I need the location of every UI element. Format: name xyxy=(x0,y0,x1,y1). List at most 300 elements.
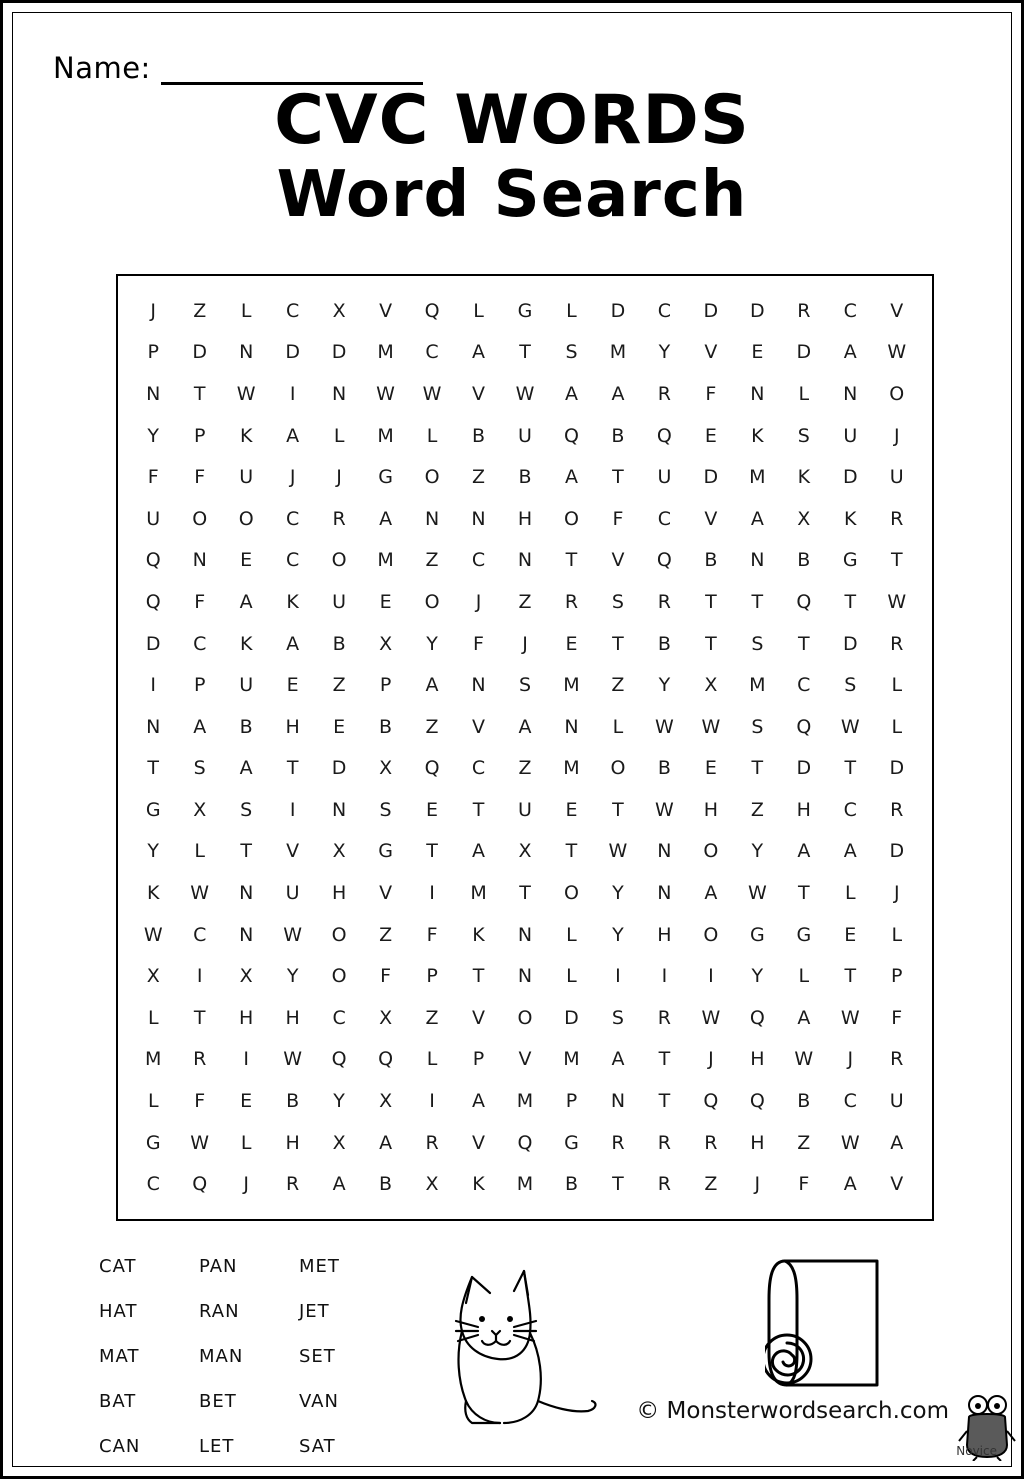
grid-cell[interactable]: J xyxy=(475,590,482,613)
grid-cell[interactable]: T xyxy=(519,882,531,905)
grid-cell[interactable]: W xyxy=(655,715,674,738)
grid-cell[interactable]: K xyxy=(797,466,811,489)
grid-cell[interactable]: G xyxy=(378,466,393,489)
grid-cell[interactable]: M xyxy=(749,466,766,489)
grid-cell[interactable]: X xyxy=(425,1173,439,1196)
grid-cell[interactable]: P xyxy=(565,1090,578,1113)
grid-cell[interactable]: B xyxy=(332,632,346,655)
grid-cell[interactable]: J xyxy=(893,882,900,905)
grid-cell[interactable]: E xyxy=(426,798,439,821)
grid-cell[interactable]: I xyxy=(661,965,668,988)
grid-cell[interactable]: Y xyxy=(426,632,438,655)
grid-cell[interactable]: A xyxy=(286,632,300,655)
grid-cell[interactable]: I xyxy=(708,965,714,988)
grid-cell[interactable]: L xyxy=(566,299,577,322)
grid-cell[interactable]: C xyxy=(797,674,811,697)
grid-cell[interactable]: I xyxy=(196,965,203,988)
grid-cell[interactable]: F xyxy=(798,1173,810,1196)
grid-cell[interactable]: P xyxy=(379,674,392,697)
grid-cell[interactable]: A xyxy=(193,715,207,738)
grid-cell[interactable]: T xyxy=(798,882,810,905)
grid-cell[interactable]: T xyxy=(844,965,857,988)
grid-cell[interactable]: B xyxy=(518,466,532,489)
grid-cell[interactable]: H xyxy=(285,1006,300,1029)
grid-cell[interactable]: J xyxy=(336,466,342,489)
grid-cell[interactable]: M xyxy=(749,674,766,697)
grid-cell[interactable]: A xyxy=(890,1131,904,1154)
grid-cell[interactable]: C xyxy=(193,923,207,946)
grid-cell[interactable]: X xyxy=(379,757,393,780)
grid-cell[interactable]: W xyxy=(887,341,907,364)
grid-cell[interactable]: F xyxy=(194,590,206,613)
grid-cell[interactable]: W xyxy=(701,1006,721,1029)
grid-cell[interactable]: T xyxy=(240,840,252,863)
grid-cell[interactable]: V xyxy=(704,341,718,364)
grid-cell[interactable]: A xyxy=(425,674,439,697)
grid-cell[interactable]: T xyxy=(426,840,438,863)
grid-cell[interactable]: Y xyxy=(658,341,671,364)
grid-cell[interactable]: N xyxy=(332,382,347,405)
grid-cell[interactable]: A xyxy=(843,840,857,863)
grid-cell[interactable]: U xyxy=(239,674,254,697)
grid-cell[interactable]: J xyxy=(289,466,296,489)
grid-cell[interactable]: A xyxy=(379,1131,393,1154)
grid-cell[interactable]: E xyxy=(379,590,392,613)
grid-cell[interactable]: N xyxy=(517,549,533,572)
grid-cell[interactable]: V xyxy=(704,507,718,530)
grid-cell[interactable]: L xyxy=(891,715,903,738)
grid-cell[interactable]: R xyxy=(704,1131,718,1154)
grid-cell[interactable]: W xyxy=(887,590,907,613)
grid-cell[interactable]: U xyxy=(518,424,532,447)
grid-cell[interactable]: H xyxy=(285,715,300,738)
grid-cell[interactable]: Y xyxy=(751,965,764,988)
grid-cell[interactable]: U xyxy=(889,466,904,489)
grid-cell[interactable]: W xyxy=(655,798,674,821)
grid-cell[interactable]: F xyxy=(891,1006,903,1029)
grid-cell[interactable]: O xyxy=(238,507,254,530)
grid-cell[interactable]: T xyxy=(519,341,531,364)
grid-cell[interactable]: T xyxy=(705,590,717,613)
grid-cell[interactable]: D xyxy=(889,757,905,780)
grid-cell[interactable]: I xyxy=(289,798,296,821)
grid-cell[interactable]: P xyxy=(193,424,206,447)
grid-cell[interactable]: M xyxy=(377,549,394,572)
grid-cell[interactable]: C xyxy=(193,632,207,655)
grid-cell[interactable]: H xyxy=(657,923,672,946)
grid-cell[interactable]: A xyxy=(750,507,764,530)
grid-cell[interactable]: G xyxy=(378,840,393,863)
grid-cell[interactable]: C xyxy=(843,798,857,821)
grid-cell[interactable]: T xyxy=(147,757,160,780)
grid-cell[interactable]: A xyxy=(379,507,393,530)
grid-cell[interactable]: X xyxy=(239,965,253,988)
grid-cell[interactable]: H xyxy=(285,1131,300,1154)
grid-cell[interactable]: N xyxy=(471,507,486,530)
grid-cell[interactable]: P xyxy=(472,1048,485,1071)
grid-cell[interactable]: Y xyxy=(147,424,160,447)
grid-cell[interactable]: F xyxy=(473,632,484,655)
grid-cell[interactable]: B xyxy=(286,1090,300,1113)
grid-cell[interactable]: V xyxy=(379,299,393,322)
grid-cell[interactable]: C xyxy=(471,549,486,572)
grid-cell[interactable]: I xyxy=(615,965,621,988)
grid-cell[interactable]: X xyxy=(146,965,160,988)
grid-cell[interactable]: M xyxy=(145,1048,162,1071)
grid-cell[interactable]: B xyxy=(611,424,625,447)
grid-cell[interactable]: M xyxy=(563,757,580,780)
grid-cell[interactable]: V xyxy=(472,1006,486,1029)
grid-cell[interactable]: D xyxy=(285,341,300,364)
grid-cell[interactable]: K xyxy=(286,590,299,613)
grid-cell[interactable]: R xyxy=(611,1131,625,1154)
grid-cell[interactable]: T xyxy=(705,632,717,655)
grid-cell[interactable]: O xyxy=(517,1006,533,1029)
grid-cell[interactable]: I xyxy=(150,674,157,697)
grid-cell[interactable]: J xyxy=(893,424,900,447)
grid-cell[interactable]: V xyxy=(286,840,300,863)
grid-cell[interactable]: V xyxy=(611,549,625,572)
grid-cell[interactable]: N xyxy=(517,965,533,988)
grid-cell[interactable]: Q xyxy=(749,1090,765,1113)
grid-cell[interactable]: I xyxy=(289,382,296,405)
grid-cell[interactable]: U xyxy=(285,882,300,905)
grid-cell[interactable]: Z xyxy=(797,1131,811,1154)
grid-cell[interactable]: X xyxy=(797,507,811,530)
grid-cell[interactable]: A xyxy=(518,715,532,738)
grid-cell[interactable]: Q xyxy=(656,549,672,572)
grid-cell[interactable]: B xyxy=(657,757,671,780)
grid-cell[interactable]: N xyxy=(517,923,533,946)
grid-cell[interactable]: K xyxy=(844,507,857,530)
grid-cell[interactable]: M xyxy=(516,1090,534,1113)
grid-cell[interactable]: L xyxy=(333,424,345,447)
grid-cell[interactable]: Q xyxy=(192,1173,208,1196)
grid-cell[interactable]: E xyxy=(240,549,253,572)
grid-cell[interactable]: C xyxy=(471,757,486,780)
grid-cell[interactable]: U xyxy=(843,424,858,447)
grid-cell[interactable]: M xyxy=(377,341,394,364)
grid-cell[interactable]: S xyxy=(611,590,624,613)
grid-cell[interactable]: B xyxy=(471,424,486,447)
grid-cell[interactable]: E xyxy=(240,1090,253,1113)
grid-cell[interactable]: N xyxy=(750,549,765,572)
grid-cell[interactable]: G xyxy=(145,798,161,821)
grid-cell[interactable]: E xyxy=(286,674,299,697)
grid-cell[interactable]: Q xyxy=(145,590,161,613)
grid-cell[interactable]: Q xyxy=(378,1048,394,1071)
grid-cell[interactable]: R xyxy=(890,632,904,655)
grid-cell[interactable]: E xyxy=(704,424,717,447)
grid-cell[interactable]: O xyxy=(424,466,440,489)
grid-cell[interactable]: X xyxy=(332,299,346,322)
grid-cell[interactable]: Q xyxy=(563,424,579,447)
grid-cell[interactable]: J xyxy=(754,1173,761,1196)
grid-cell[interactable]: N xyxy=(471,674,486,697)
grid-cell[interactable]: B xyxy=(239,715,253,738)
grid-cell[interactable]: L xyxy=(798,965,810,988)
grid-cell[interactable]: A xyxy=(332,1173,346,1196)
grid-cell[interactable]: M xyxy=(470,882,487,905)
grid-cell[interactable]: T xyxy=(612,798,624,821)
grid-cell[interactable]: Y xyxy=(286,965,299,988)
grid-cell[interactable]: A xyxy=(843,1173,857,1196)
grid-cell[interactable]: O xyxy=(192,507,208,530)
grid-cell[interactable]: Q xyxy=(749,1006,765,1029)
grid-cell[interactable]: A xyxy=(239,590,253,613)
grid-cell[interactable]: G xyxy=(842,549,858,572)
grid-cell[interactable]: V xyxy=(890,1173,904,1196)
grid-cell[interactable]: D xyxy=(331,757,347,780)
grid-cell[interactable]: G xyxy=(517,299,533,322)
grid-cell[interactable]: V xyxy=(472,382,486,405)
grid-cell[interactable]: M xyxy=(563,674,580,697)
grid-cell[interactable]: R xyxy=(332,507,346,530)
grid-cell[interactable]: T xyxy=(612,1173,624,1196)
grid-cell[interactable]: F xyxy=(147,466,159,489)
grid-cell[interactable]: K xyxy=(472,923,485,946)
grid-cell[interactable]: W xyxy=(701,715,721,738)
grid-cell[interactable]: V xyxy=(518,1048,532,1071)
grid-cell[interactable]: Q xyxy=(145,549,161,572)
grid-cell[interactable]: T xyxy=(565,549,578,572)
grid-cell[interactable]: O xyxy=(331,923,347,946)
grid-cell[interactable]: L xyxy=(566,965,577,988)
grid-cell[interactable]: R xyxy=(657,1006,671,1029)
grid-cell[interactable]: Y xyxy=(751,840,764,863)
grid-cell[interactable]: Y xyxy=(333,1090,345,1113)
grid-cell[interactable]: Q xyxy=(703,1090,719,1113)
grid-cell[interactable]: J xyxy=(150,299,157,322)
grid-cell[interactable]: D xyxy=(331,341,347,364)
grid-cell[interactable]: W xyxy=(283,923,303,946)
grid-cell[interactable]: F xyxy=(426,923,438,946)
grid-cell[interactable]: L xyxy=(473,299,484,322)
grid-cell[interactable]: T xyxy=(658,1048,671,1071)
grid-cell[interactable]: R xyxy=(657,1131,671,1154)
grid-cell[interactable]: D xyxy=(145,632,161,655)
grid-cell[interactable]: S xyxy=(379,798,392,821)
grid-cell[interactable]: A xyxy=(564,466,578,489)
grid-cell[interactable]: Y xyxy=(612,923,624,946)
grid-cell[interactable]: W xyxy=(190,1131,210,1154)
grid-cell[interactable]: N xyxy=(750,382,765,405)
grid-cell[interactable]: N xyxy=(146,382,161,405)
grid-cell[interactable]: W xyxy=(283,1048,303,1071)
grid-cell[interactable]: C xyxy=(332,1006,346,1029)
grid-cell[interactable]: R xyxy=(657,382,671,405)
grid-cell[interactable]: X xyxy=(193,798,207,821)
grid-cell[interactable]: N xyxy=(239,923,254,946)
grid-cell[interactable]: S xyxy=(797,424,810,447)
grid-cell[interactable]: T xyxy=(844,757,857,780)
grid-cell[interactable]: A xyxy=(472,840,486,863)
grid-cell[interactable]: E xyxy=(704,757,717,780)
grid-cell[interactable]: A xyxy=(472,341,486,364)
grid-cell[interactable]: T xyxy=(890,549,903,572)
grid-cell[interactable]: P xyxy=(147,341,159,364)
grid-cell[interactable]: J xyxy=(847,1048,854,1071)
grid-cell[interactable]: L xyxy=(566,923,577,946)
grid-cell[interactable]: X xyxy=(332,1131,346,1154)
grid-cell[interactable]: P xyxy=(193,674,206,697)
grid-cell[interactable]: F xyxy=(194,466,206,489)
grid-cell[interactable]: O xyxy=(703,923,719,946)
grid-cell[interactable]: N xyxy=(239,341,254,364)
grid-cell[interactable]: B xyxy=(657,632,671,655)
grid-cell[interactable]: K xyxy=(147,882,160,905)
grid-cell[interactable]: Q xyxy=(796,715,812,738)
grid-cell[interactable]: T xyxy=(565,840,578,863)
grid-cell[interactable]: B xyxy=(704,549,718,572)
grid-cell[interactable]: Z xyxy=(193,299,207,322)
grid-cell[interactable]: F xyxy=(705,382,717,405)
grid-cell[interactable]: C xyxy=(286,549,300,572)
grid-cell[interactable]: R xyxy=(797,299,811,322)
grid-cell[interactable]: M xyxy=(563,1048,580,1071)
grid-cell[interactable]: U xyxy=(332,590,347,613)
grid-cell[interactable]: X xyxy=(332,840,346,863)
grid-cell[interactable]: C xyxy=(657,507,672,530)
grid-cell[interactable]: R xyxy=(657,590,671,613)
grid-cell[interactable]: T xyxy=(751,590,764,613)
grid-cell[interactable]: O xyxy=(424,590,440,613)
grid-cell[interactable]: Z xyxy=(518,757,532,780)
grid-cell[interactable]: Z xyxy=(425,715,439,738)
grid-cell[interactable]: V xyxy=(472,1131,486,1154)
grid-cell[interactable]: C xyxy=(843,1090,857,1113)
grid-cell[interactable]: X xyxy=(379,1090,393,1113)
grid-cell[interactable]: R xyxy=(286,1173,300,1196)
grid-cell[interactable]: A xyxy=(472,1090,486,1113)
grid-cell[interactable]: Z xyxy=(518,590,532,613)
grid-cell[interactable]: O xyxy=(563,507,579,530)
grid-cell[interactable]: Q xyxy=(796,590,812,613)
grid-cell[interactable]: J xyxy=(243,1173,249,1196)
grid-cell[interactable]: C xyxy=(286,299,300,322)
grid-cell[interactable]: R xyxy=(657,1173,671,1196)
grid-cell[interactable]: D xyxy=(842,632,858,655)
grid-cell[interactable]: U xyxy=(239,466,254,489)
grid-cell[interactable]: S xyxy=(844,674,857,697)
grid-cell[interactable]: C xyxy=(657,299,672,322)
grid-cell[interactable]: M xyxy=(609,341,627,364)
grid-cell[interactable]: K xyxy=(239,424,253,447)
grid-cell[interactable]: T xyxy=(612,632,624,655)
grid-cell[interactable]: Q xyxy=(656,424,672,447)
grid-cell[interactable]: B xyxy=(379,715,393,738)
grid-cell[interactable]: D xyxy=(703,299,719,322)
grid-cell[interactable]: T xyxy=(286,757,299,780)
grid-cell[interactable]: A xyxy=(564,382,578,405)
grid-cell[interactable]: M xyxy=(516,1173,534,1196)
grid-cell[interactable]: Y xyxy=(147,840,160,863)
grid-cell[interactable]: O xyxy=(331,549,347,572)
grid-cell[interactable]: L xyxy=(240,1131,252,1154)
grid-cell[interactable]: L xyxy=(891,923,903,946)
grid-cell[interactable]: J xyxy=(522,632,528,655)
grid-cell[interactable]: W xyxy=(794,1048,814,1071)
grid-cell[interactable]: D xyxy=(842,466,858,489)
grid-cell[interactable]: Q xyxy=(424,299,440,322)
grid-cell[interactable]: N xyxy=(146,715,161,738)
grid-cell[interactable]: W xyxy=(515,382,535,405)
grid-cell[interactable]: O xyxy=(610,757,626,780)
grid-cell[interactable]: A xyxy=(704,882,718,905)
grid-cell[interactable]: D xyxy=(610,299,626,322)
grid-cell[interactable]: Q xyxy=(331,1048,347,1071)
grid-cell[interactable]: X xyxy=(379,1006,393,1029)
grid-cell[interactable]: P xyxy=(891,965,903,988)
grid-cell[interactable]: B xyxy=(797,549,811,572)
grid-cell[interactable]: L xyxy=(612,715,624,738)
grid-cell[interactable]: Z xyxy=(379,923,393,946)
grid-cell[interactable]: Z xyxy=(425,549,439,572)
grid-cell[interactable]: K xyxy=(239,632,253,655)
grid-cell[interactable]: T xyxy=(472,798,485,821)
grid-cell[interactable]: P xyxy=(426,965,438,988)
grid-cell[interactable]: C xyxy=(286,507,300,530)
grid-cell[interactable]: N xyxy=(610,1090,626,1113)
grid-cell[interactable]: W xyxy=(236,382,256,405)
grid-cell[interactable]: S xyxy=(751,715,764,738)
grid-cell[interactable]: Z xyxy=(704,1173,718,1196)
grid-cell[interactable]: W xyxy=(422,382,442,405)
grid-cell[interactable]: C xyxy=(146,1173,160,1196)
grid-cell[interactable]: T xyxy=(193,382,206,405)
grid-cell[interactable]: L xyxy=(147,1006,159,1029)
grid-cell[interactable]: F xyxy=(380,965,392,988)
grid-cell[interactable]: A xyxy=(239,757,253,780)
grid-cell[interactable]: U xyxy=(518,798,532,821)
grid-cell[interactable]: W xyxy=(143,923,163,946)
grid-cell[interactable]: L xyxy=(147,1090,159,1113)
grid-cell[interactable]: T xyxy=(193,1006,206,1029)
grid-cell[interactable]: Z xyxy=(611,674,625,697)
grid-cell[interactable]: T xyxy=(844,590,857,613)
grid-cell[interactable]: F xyxy=(194,1090,206,1113)
grid-cell[interactable]: Z xyxy=(425,1006,439,1029)
grid-cell[interactable]: R xyxy=(425,1131,439,1154)
grid-cell[interactable]: Z xyxy=(472,466,486,489)
grid-cell[interactable]: X xyxy=(518,840,532,863)
grid-cell[interactable]: U xyxy=(889,1090,904,1113)
grid-cell[interactable]: W xyxy=(840,715,860,738)
grid-cell[interactable]: H xyxy=(750,1131,765,1154)
grid-cell[interactable]: L xyxy=(426,424,438,447)
grid-cell[interactable]: N xyxy=(424,507,440,530)
grid-cell[interactable]: A xyxy=(611,1048,625,1071)
grid-cell[interactable]: E xyxy=(565,632,578,655)
grid-cell[interactable]: S xyxy=(751,632,764,655)
grid-cell[interactable]: D xyxy=(192,341,208,364)
grid-cell[interactable]: R xyxy=(890,507,904,530)
grid-cell[interactable]: T xyxy=(751,757,764,780)
grid-cell[interactable]: D xyxy=(889,840,905,863)
grid-cell[interactable]: R xyxy=(193,1048,207,1071)
grid-cell[interactable]: N xyxy=(657,840,672,863)
grid-cell[interactable]: O xyxy=(331,965,347,988)
grid-cell[interactable]: Y xyxy=(612,882,624,905)
grid-cell[interactable]: A xyxy=(797,1006,811,1029)
grid-cell[interactable]: S xyxy=(193,757,206,780)
grid-cell[interactable]: G xyxy=(145,1131,161,1154)
grid-cell[interactable]: N xyxy=(564,715,579,738)
grid-cell[interactable]: J xyxy=(708,1048,714,1071)
grid-cell[interactable]: E xyxy=(565,798,578,821)
grid-cell[interactable]: A xyxy=(843,341,857,364)
grid-cell[interactable]: R xyxy=(890,1048,904,1071)
